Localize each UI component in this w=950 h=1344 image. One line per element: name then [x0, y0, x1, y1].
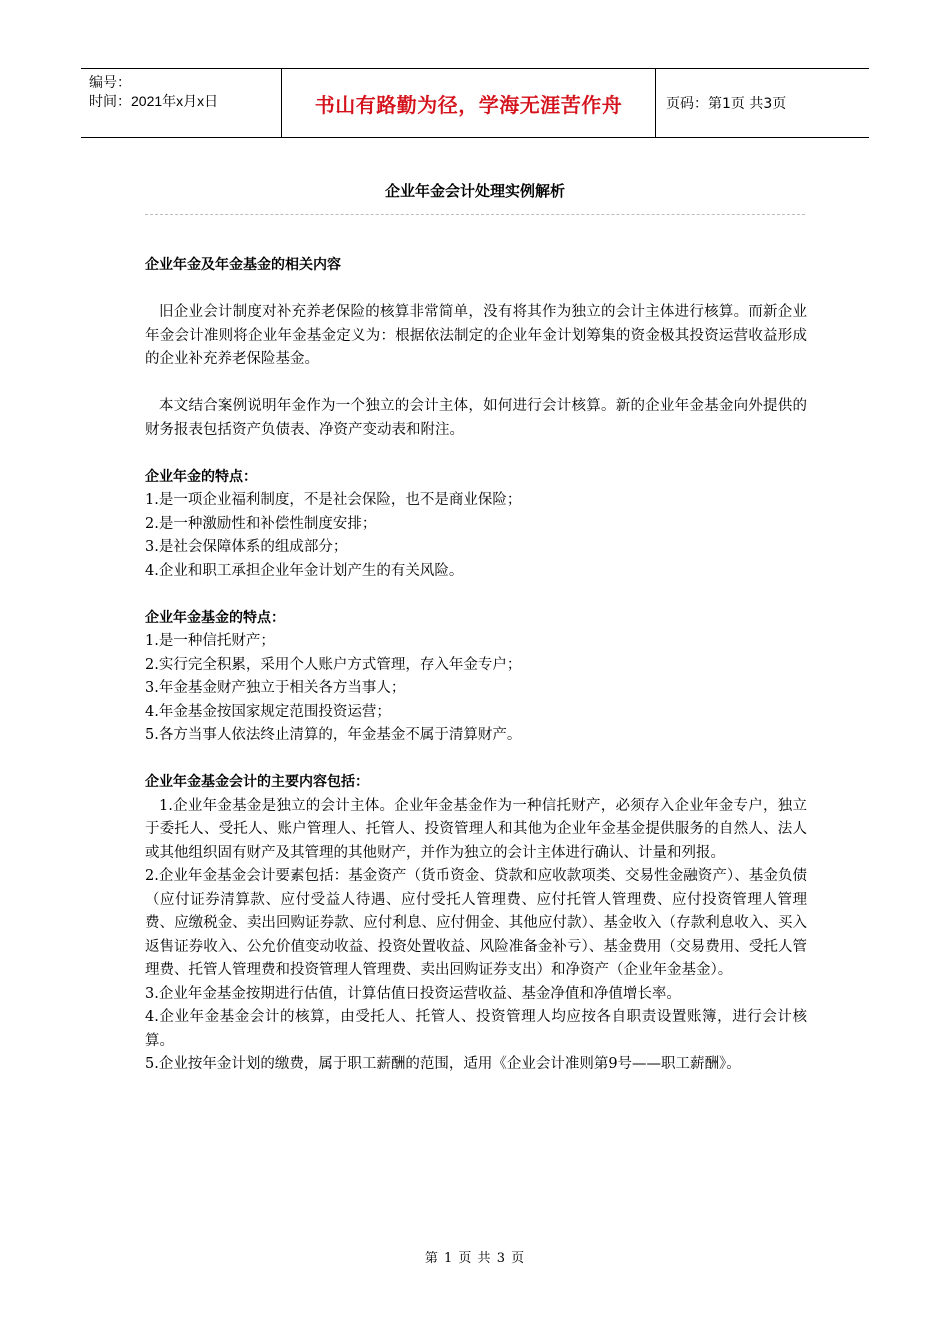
- list-item: 5.各方当事人依法终止清算的，年金基金不属于清算财产。: [145, 727, 522, 743]
- list-item: 2.企业年金基金会计要素包括：基金资产（货币资金、贷款和应收款项类、交易性金融资产）、基金负债（应付证券清算款、应付受益人待遇、应付受托人管理费、应付托管人管理费、应付投资管理人管理费、应缴税金、卖出回购证券款、应付利息、应付佣金、其他应付款）、基金收入（存款利息收入、买入返售证券收入、公允价值变动收益、投资处置收益、风险准备金补亏）、基金费用（交易费用、受托人管理费、托管人管理费和投资管理人管理费、卖出回购证券支出）和净资产（企业年金基金）。: [145, 868, 807, 978]
- document-body: [145, 254, 807, 1077]
- list-item: 1.是一种信托财产；: [145, 633, 275, 649]
- intro-heading: 企业年金及年金基金的相关内容: [145, 257, 341, 273]
- list-item: 2.是一种激励性和补偿性制度安排；: [145, 515, 377, 532]
- motto: 书山有路勤为径，学海无涯苦作舟: [281, 69, 656, 137]
- list-item: 4.企业和职工承担企业年金计划产生的有关风险。: [145, 562, 464, 579]
- list-item: 1.企业年金基金是独立的会计主体。企业年金基金作为一种信托财产，必须存入企业年金专户，独立于委托人、受托人、账户管理人、托管人、投资管理人和其他为企业年金基金提供服务的自然人、法人或其他组织固有财产及其管理的其他财产，并作为独立的会计主体进行确认、计量和列报。: [145, 797, 807, 861]
- header-meta: [81, 69, 281, 137]
- intro-paragraph-1: 旧企业会计制度对补充养老保险的核算非常简单，没有将其作为独立的会计主体进行核算。而新企业年金会计准则将企业年金基金定义为：根据依法制定的企业年金计划筹集的资金极其投资运营收益形成的企业补充养老保险基金。: [145, 304, 807, 367]
- dashed-divider: [145, 214, 805, 215]
- list-item: 3.年金基金财产独立于相关各方当事人；: [145, 680, 406, 696]
- list-item: 2.实行完全积累，采用个人账户方式管理，存入年金专户；: [145, 656, 522, 673]
- annuity-heading: 企业年金的特点：: [145, 468, 257, 485]
- list-item: 1.是一项企业福利制度，不是社会保险，也不是商业保险；: [145, 492, 522, 508]
- list-item: 3.企业年金基金按期进行估值，计算估值日投资运营收益、基金净值和净值增长率。: [145, 985, 681, 1002]
- intro-paragraph-2: 本文结合案例说明年金作为一个独立的会计主体，如何进行会计核算。新的企业年金基金向外提供的财务报表包括资产负债表、净资产变动表和附注。: [145, 398, 807, 438]
- list-item: 5.企业按年金计划的缴费，属于职工薪酬的范围，适用《企业会计准则第9号——职工薪酬》。: [145, 1056, 741, 1072]
- page-info: 页码：第1页 共3页: [666, 96, 787, 112]
- document-title: 企业年金会计处理实例解析: [384, 182, 565, 200]
- header-table: [81, 68, 869, 138]
- date-label: 时间：2021年x月x日: [89, 93, 219, 109]
- fund-heading: 企业年金基金的特点：: [145, 609, 285, 626]
- accounting-heading: 企业年金基金会计的主要内容包括：: [145, 774, 369, 790]
- number-label: 编号：: [89, 74, 131, 90]
- list-item: 4.年金基金按国家规定范围投资运营；: [145, 703, 391, 720]
- list-item: 4.企业年金基金会计的核算，由受托人、托管人、投资管理人均应按各自职责设置账簿，进行会计核算。: [145, 1009, 807, 1049]
- list-item: 3.是社会保障体系的组成部分；: [145, 539, 348, 555]
- page-footer: 第 1 页 共 3 页: [424, 1251, 526, 1266]
